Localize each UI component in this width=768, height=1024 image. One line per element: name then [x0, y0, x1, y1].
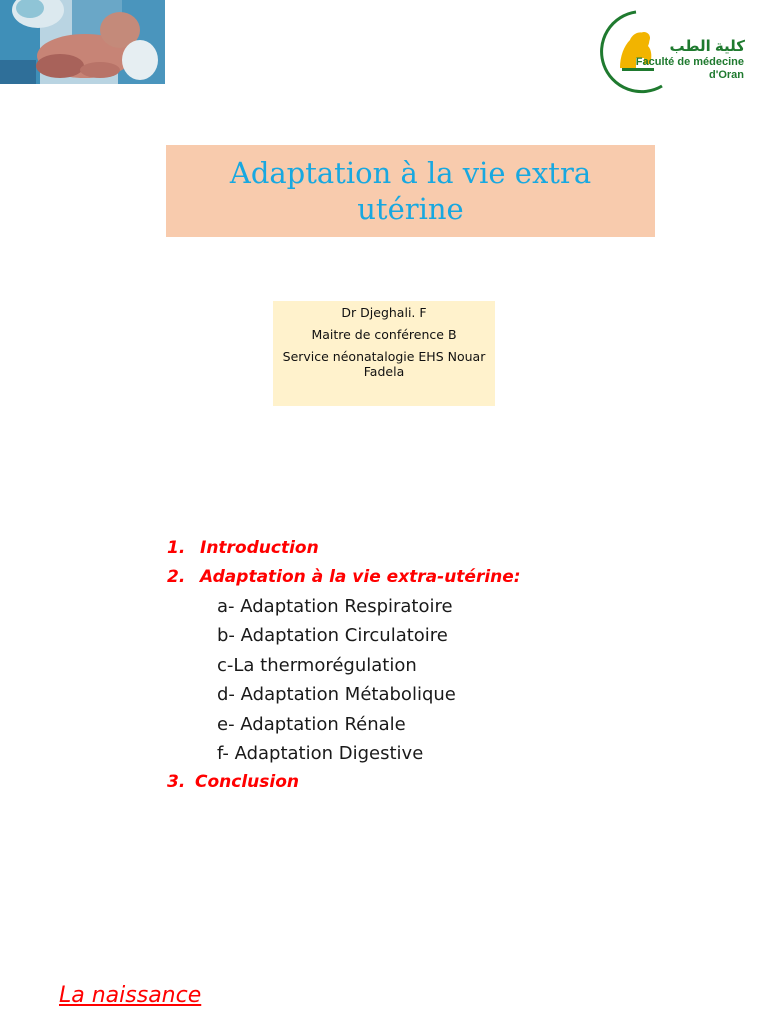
logo-arabic-text: كلية الطب: [669, 38, 745, 55]
section-heading: La naissance: [59, 983, 202, 1008]
title-line1: Adaptation à la vie extra: [229, 156, 592, 190]
newborn-photo-illustration: [0, 0, 165, 84]
newborn-photo: [0, 0, 165, 84]
outline-subitem-metabolique: d- Adaptation Métabolique: [217, 684, 456, 706]
logo-french-line1: Faculté de médecine: [635, 56, 744, 68]
outline-item-number: 1.: [167, 538, 186, 558]
title-box: [166, 145, 655, 237]
outline-subitem-renale: e- Adaptation Rénale: [217, 713, 406, 735]
title-line2: utérine: [357, 192, 464, 226]
outline-item-introduction: [167, 534, 647, 563]
page-title: [230, 155, 591, 227]
outline-item-number: 2.: [167, 567, 186, 587]
logo-french-text: [632, 56, 744, 82]
outline-subitem-respiratoire: a- Adaptation Respiratoire: [217, 596, 453, 617]
logo-french-line2: d'Oran: [708, 69, 744, 81]
outline-item-label: Adaptation à la vie extra-utérine:: [200, 567, 521, 587]
outline-subitem-digestive: f- Adaptation Digestive: [217, 742, 424, 764]
outline-subitem-thermoregulation: c-La thermorégulation: [217, 654, 417, 676]
outline: [167, 534, 647, 797]
outline-item-number: 3.: [167, 772, 186, 793]
outline-item-conclusion: [167, 768, 647, 797]
outline-item-adaptation: [167, 563, 647, 592]
outline-item-label: Introduction: [200, 538, 319, 558]
outline-item-label: Conclusion: [195, 772, 299, 793]
author-box: [273, 301, 495, 406]
outline-subitem-circulatoire: b- Adaptation Circulatoire: [217, 625, 448, 647]
author-name: Dr Djeghali. F: [341, 305, 427, 320]
author-position: Maitre de conférence B: [311, 327, 457, 342]
author-service: Service néonatalogie EHS Nouar Fadela: [282, 349, 486, 379]
